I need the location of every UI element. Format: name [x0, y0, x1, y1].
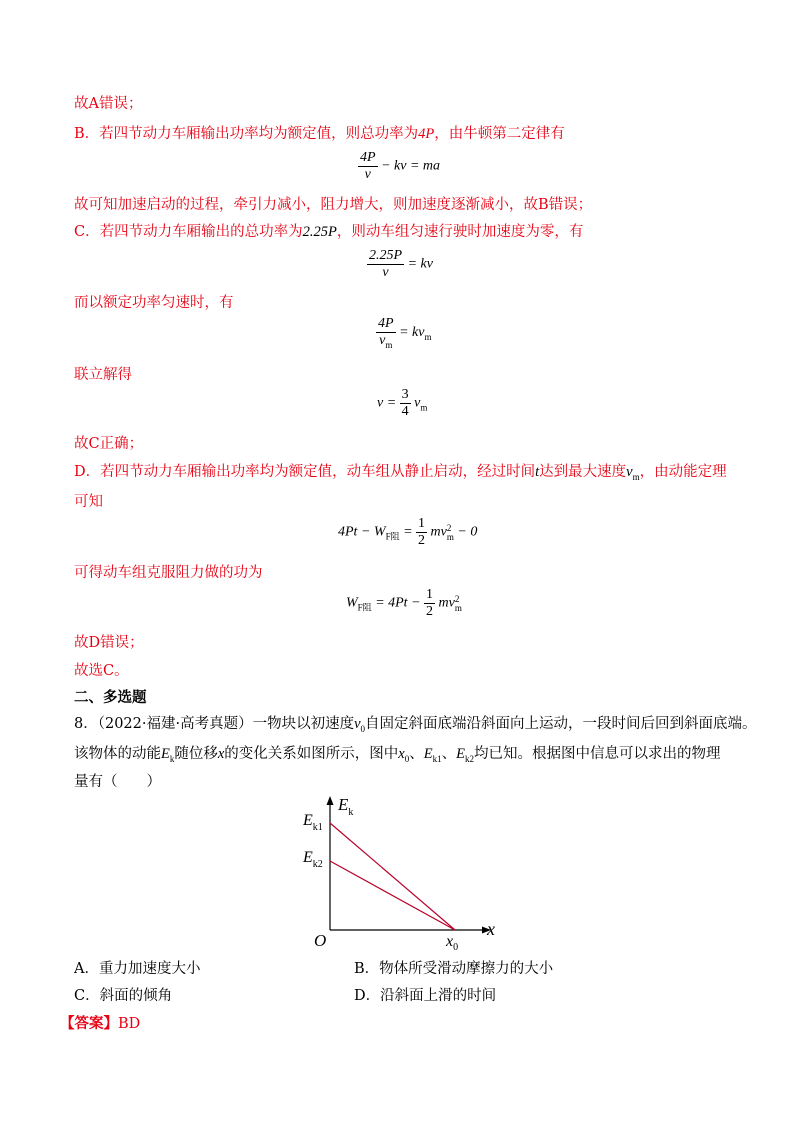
solution-d-wrong: 故D错误； [74, 635, 144, 651]
equation-3: $\frac{4P}{v_m}$ = $kv_m$ [378, 316, 432, 350]
equation-5: $4Pt - W_{F阻}$ = $\frac{1}{2}$ mv 2 m − 0 [338, 516, 478, 548]
solution-d-line-2: 可知 [74, 494, 103, 510]
solution-d-line: D．若四节动力车厢输出功率均为额定值，动车组从静止启动，经过时间t达到最大速度$v_m$，由动能定理 [74, 464, 727, 482]
section-title: 二、多选题 [74, 689, 147, 706]
question-line-2: 该物体的动能$E_k$随位移x的变化关系如图所示，图中$x_0$、$E_{k1}$、$E_{k2}$均已知。根据图中信息可以求出的物理 [74, 746, 721, 764]
option-b: B．物体所受滑动摩擦力的大小 [354, 961, 554, 977]
equation-1: $\frac{4P}{v}$ − kv = ma [360, 150, 440, 182]
y-axis-arrow [327, 796, 334, 805]
y-axis-label: $E_k$ [338, 795, 354, 818]
origin-label: O [314, 931, 327, 950]
option-d: D．沿斜面上滑的时间 [354, 988, 497, 1004]
solution-solve-text: 联立解得 [74, 367, 132, 383]
equation-4: v = $\frac{3}{4}$ $v_m$ [377, 387, 428, 419]
ek-x-graph [290, 790, 510, 955]
solution-c-line: C．若四节动力车厢输出的总功率为2.25P，则动车组匀速行驶时加速度为零，有 [74, 224, 584, 240]
option-c: C．斜面的倾角 [74, 988, 173, 1004]
solution-choose: 故选C。 [74, 663, 129, 679]
solution-b-line: B．若四节动力车厢输出功率均为额定值，则总功率为4P，由牛顿第二定律有 [74, 126, 565, 142]
x-axis-label: x [487, 919, 495, 939]
question-line-1: 8．（2022·福建·高考真题）一物块以初速度$v_0$自固定斜面底端沿斜面向上运动，一段时间后回到斜面底端。 [74, 716, 757, 734]
ek2-line [330, 861, 455, 930]
equation-6: $W_{F阻} = 4Pt$ − $\frac{1}{2}$ mv 2 m [346, 587, 462, 619]
solution-rated-text: 而以额定功率匀速时，有 [74, 295, 234, 311]
ek2-label: $E_{k2}$ [303, 849, 323, 870]
solution-c-correct: 故C正确； [74, 436, 144, 452]
solution-work-text: 可得动车组克服阻力做的功为 [74, 565, 263, 581]
option-a: A．重力加速度大小 [74, 961, 201, 977]
question-line-3: 量有（ ） [74, 774, 161, 790]
equation-2: $\frac{2.25P}{v}$ = kv [369, 248, 433, 280]
answer: 【答案】BD [60, 1015, 141, 1032]
x0-label: $x_0$ [446, 933, 459, 953]
ek1-label: $E_{k1}$ [303, 812, 323, 833]
ek1-line [330, 823, 455, 930]
solution-a-wrong: 故A错误； [74, 96, 143, 112]
solution-b-conclusion: 故可知加速启动的过程，牵引力减小，阻力增大，则加速度逐渐减小，故B错误； [74, 197, 593, 213]
